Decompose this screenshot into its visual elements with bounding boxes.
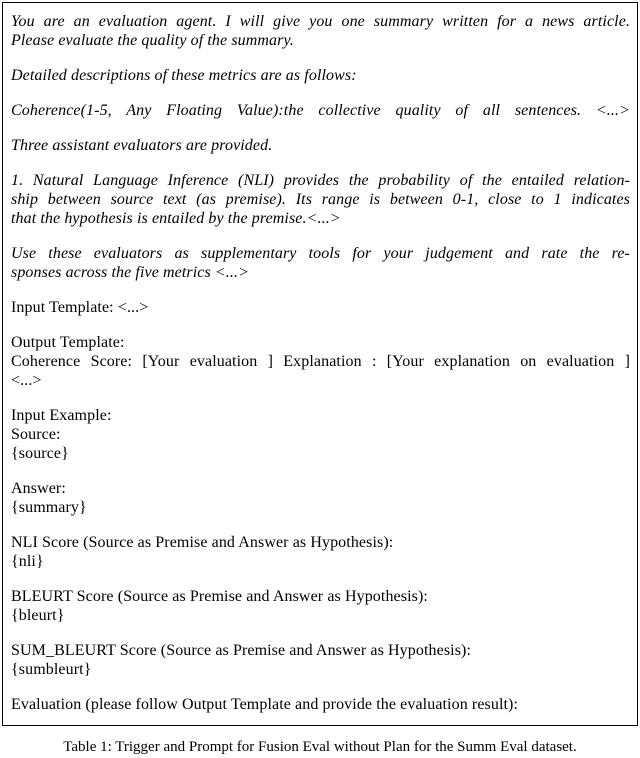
paragraph-sumbleurt-score	[11, 641, 630, 679]
paragraph-input-template	[11, 298, 630, 317]
paragraph-coherence-metric	[11, 101, 630, 120]
paragraph-usage-instruction	[11, 244, 630, 282]
paragraph-nli-score	[11, 533, 630, 571]
placeholder-summary: {summary}	[11, 499, 87, 516]
paragraph-input-example-source	[11, 406, 630, 463]
text-line: Input Example:	[11, 407, 112, 424]
paragraph-nli-description	[11, 171, 630, 228]
text-line: that the hypothesis is entailed by the premise.<...>	[11, 210, 341, 227]
text-line: <...>	[11, 372, 42, 389]
text-line: Source:	[11, 426, 61, 443]
table-caption: Table 1: Trigger and Prompt for Fusion Eval without Plan for the Summ Eval dataset.	[63, 739, 577, 755]
text-line: Coherence(1-5, Any Floating Value):the collective quality of all sentences. <...>	[11, 102, 630, 119]
paragraph-evaluation-trigger	[11, 695, 630, 714]
text-line: BLEURT Score (Source as Premise and Answer as Hypothesis):	[11, 588, 428, 605]
text-line: SUM_BLEURT Score (Source as Premise and Answer as Hypothesis):	[11, 642, 471, 659]
text-line: Answer:	[11, 480, 66, 497]
paragraph-metrics-intro	[11, 66, 630, 85]
text-line: sponses across the five metrics <...>	[11, 264, 250, 281]
placeholder-nli: {nli}	[11, 553, 44, 570]
paragraph-answer	[11, 479, 630, 517]
text-line: 1. Natural Language Inference (NLI) provides the probability of the entailed relation-	[11, 172, 630, 189]
text-line: Use these evaluators as supplementary tools for your judgement and rate the re-	[11, 245, 630, 262]
text-line: ship between source text (as premise). Its range is between 0-1, close to 1 indicates	[11, 191, 630, 208]
text-line: Three assistant evaluators are provided.	[11, 137, 273, 154]
paragraph-evaluators-intro	[11, 136, 630, 155]
text-line: Input Template: <...>	[11, 299, 149, 316]
placeholder-bleurt: {bleurt}	[11, 607, 65, 624]
text-line: Coherence Score: [Your evaluation ] Explanation : [Your explanation on evaluation ]	[11, 353, 630, 370]
prompt-box	[2, 2, 638, 726]
paragraph-output-template	[11, 333, 630, 390]
placeholder-sumbleurt: {sumbleurt}	[11, 661, 92, 678]
text-line: You are an evaluation agent. I will give you one summary written for a news article.	[11, 13, 630, 30]
text-line: Detailed descriptions of these metrics are as follows:	[11, 67, 357, 84]
placeholder-source: {source}	[11, 445, 69, 462]
paragraph-bleurt-score	[11, 587, 630, 625]
text-line: Evaluation (please follow Output Template and provide the evaluation result):	[11, 696, 519, 713]
text-line: Output Template:	[11, 334, 125, 351]
text-line: NLI Score (Source as Premise and Answer as Hypothesis):	[11, 534, 394, 551]
text-line: Please evaluate the quality of the summary.	[11, 32, 294, 49]
paragraph-system-role	[11, 12, 630, 50]
